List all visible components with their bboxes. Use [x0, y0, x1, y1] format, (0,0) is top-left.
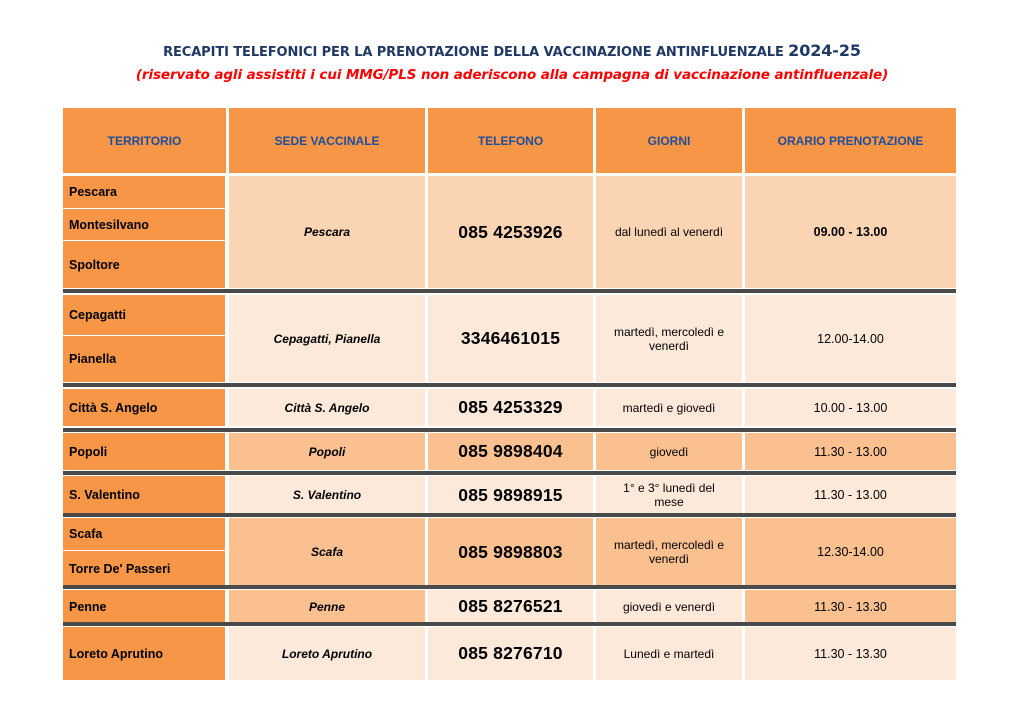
row-separator	[63, 585, 956, 589]
sede-cell: Penne	[229, 590, 425, 623]
territorio-cell: Cepagatti	[63, 295, 225, 335]
table-row	[63, 476, 956, 514]
telefono-cell: 085 8276710	[428, 627, 593, 680]
table-row	[63, 590, 956, 623]
territorio-cell: Città S. Angelo	[63, 389, 225, 426]
territorio-cell: Montesilvano	[63, 209, 225, 240]
orario-cell: 11.30 - 13.30	[745, 590, 956, 623]
sede-cell: Loreto Aprutino	[229, 627, 425, 680]
table-row	[63, 176, 956, 288]
row-separator	[63, 513, 956, 517]
giorni-cell: martedì e giovedì	[596, 389, 742, 426]
title-main: RECAPITI TELEFONICI PER LA PRENOTAZIONE DELLA VACCINAZIONE ANTINFLUENZALE	[163, 45, 784, 60]
table-row	[63, 627, 956, 680]
sede-cell: Scafa	[229, 518, 425, 586]
title-year: 2024-25	[788, 41, 861, 60]
header-telefono: TELEFONO	[428, 108, 593, 173]
header-sede: SEDE VACCINALE	[229, 108, 425, 173]
orario-cell: 11.30 - 13.00	[745, 433, 956, 470]
orario-cell: 12.00-14.00	[745, 295, 956, 382]
territorio-cell: Scafa	[63, 518, 225, 550]
territorio-cell: Pescara	[63, 176, 225, 208]
row-separator	[63, 428, 956, 432]
row-separator	[63, 289, 956, 293]
sede-cell: Pescara	[229, 176, 425, 288]
sede-cell: S. Valentino	[229, 476, 425, 514]
telefono-cell: 085 4253926	[428, 176, 593, 288]
table-row	[63, 389, 956, 426]
header-orario: ORARIO PRENOTAZIONE	[745, 108, 956, 173]
giorni-cell: giovedì e venerdì	[596, 590, 742, 623]
orario-cell: 11.30 - 13.00	[745, 476, 956, 514]
giorni-cell: 1° e 3° lunedì del mese	[596, 476, 742, 514]
telefono-cell: 085 4253329	[428, 389, 593, 426]
row-separator	[63, 471, 956, 475]
telefono-cell: 085 8276521	[428, 590, 593, 623]
territorio-cell: Spoltore	[63, 241, 225, 288]
telefono-cell: 085 9898803	[428, 518, 593, 586]
giorni-cell: giovedì	[596, 433, 742, 470]
territorio-cell: Popoli	[63, 433, 225, 470]
page-title	[0, 41, 1024, 60]
header-territorio: TERRITORIO	[63, 108, 226, 173]
territorio-cell: Pianella	[63, 336, 225, 382]
territorio-cell: Loreto Aprutino	[63, 627, 225, 680]
table-row	[63, 433, 956, 470]
sede-cell: Popoli	[229, 433, 425, 470]
orario-cell: 11.30 - 13.30	[745, 627, 956, 680]
sede-cell: Città S. Angelo	[229, 389, 425, 426]
giorni-cell: Lunedì e martedì	[596, 627, 742, 680]
header-giorni: GIORNI	[596, 108, 742, 173]
giorni-cell: martedì, mercoledì e venerdì	[596, 518, 742, 586]
telefono-cell: 085 9898404	[428, 433, 593, 470]
table-row	[63, 518, 956, 586]
table-row	[63, 295, 956, 382]
territorio-cell: Penne	[63, 590, 225, 623]
territorio-cell: S. Valentino	[63, 476, 225, 514]
giorni-cell: dal lunedì al venerdì	[596, 176, 742, 288]
sede-cell: Cepagatti, Pianella	[229, 295, 425, 382]
orario-cell: 09.00 - 13.00	[745, 176, 956, 288]
row-separator	[63, 383, 956, 387]
row-separator	[63, 622, 956, 626]
orario-cell: 10.00 - 13.00	[745, 389, 956, 426]
orario-cell: 12.30-14.00	[745, 518, 956, 586]
page-subtitle: (riservato agli assistiti i cui MMG/PLS non aderiscono alla campagna di vaccinazione antinfluenzale)	[135, 67, 889, 83]
giorni-cell: martedì, mercoledì e venerdì	[596, 295, 742, 382]
telefono-cell: 3346461015	[428, 295, 593, 382]
telefono-cell: 085 9898915	[428, 476, 593, 514]
territorio-cell: Torre De' Passeri	[63, 551, 225, 586]
